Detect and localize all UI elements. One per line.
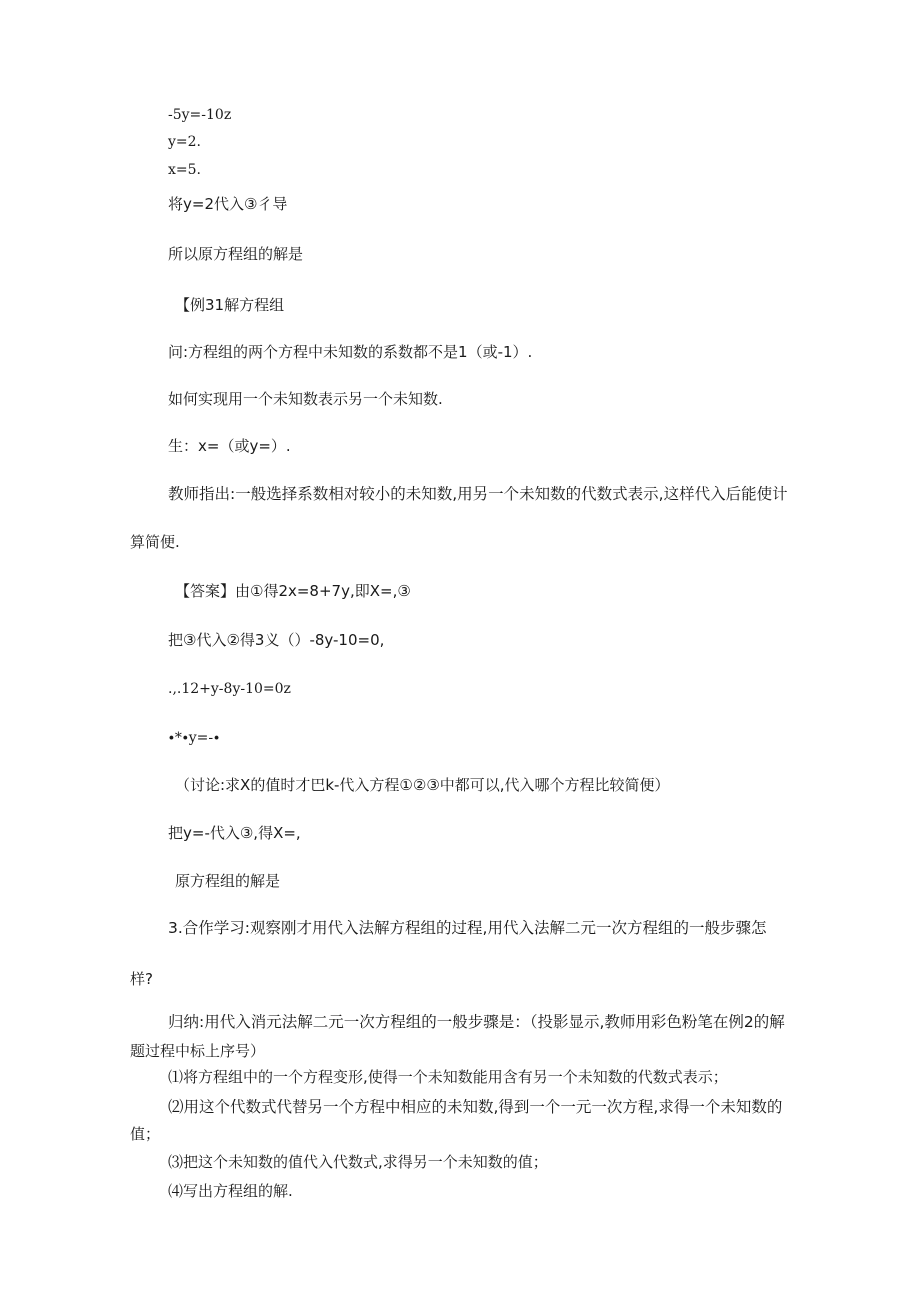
text-line: .,.12+y-8y-10=0z: [168, 681, 291, 697]
text-line: 【答案】由①得2x=8+7y,即X=,③: [175, 582, 411, 600]
text-line: ⑶把这个未知数的值代入代数式,求得另一个未知数的值；: [168, 1153, 548, 1171]
text-line: 样?: [130, 970, 153, 988]
text-line: ⑵用这个代数式代替另一个方程中相应的未知数,得到一个一元一次方程,求得一个未知数的: [168, 1098, 783, 1116]
text-line: 算简便.: [130, 533, 180, 551]
text-line: 问:方程组的两个方程中未知数的系数都不是1（或-1）.: [168, 343, 533, 361]
text-line: 将y=2代入③彳导: [168, 195, 288, 213]
text-line: 3.合作学习:观察刚才用代入法解方程组的过程,用代入法解二元一次方程组的一般步骤怎: [168, 919, 767, 937]
text-line: 如何实现用一个未知数表示另一个未知数.: [168, 390, 443, 408]
text-line: 归纳:用代入消元法解二元一次方程组的一般步骤是：（投影显示,教师用彩色粉笔在例2的解: [168, 1013, 785, 1031]
text-line: 把③代入②得3义（）-8y-10=0,: [168, 631, 385, 649]
text-line: x=5.: [168, 162, 201, 178]
text-line: 教师指出:一般选择系数相对较小的未知数,用另一个未知数的代数式表示,这样代入后能使计: [168, 485, 788, 503]
text-line: 所以原方程组的解是: [168, 245, 304, 263]
text-line: y=2.: [168, 134, 201, 150]
text-line: 值；: [130, 1125, 161, 1143]
text-line: 【例31解方程组: [175, 296, 285, 314]
text-line: 把y=-代入③,得X=,: [168, 824, 301, 842]
text-line: 题过程中标上序号）: [130, 1042, 266, 1060]
text-line: -5y=-10z: [168, 107, 232, 123]
text-line: ⑴将方程组中的一个方程变形,使得一个未知数能用含有另一个未知数的代数式表示；: [168, 1068, 728, 1086]
text-line: ⑷写出方程组的解.: [168, 1182, 293, 1200]
text-line: （讨论:求X的值时才巴k-代入方程①②③中都可以,代入哪个方程比较简便）: [175, 776, 670, 794]
text-line: 原方程组的解是: [175, 872, 281, 890]
text-line: 生：x=（或y=）.: [168, 437, 291, 455]
text-line: ∙*∙y=-∙: [168, 730, 220, 746]
